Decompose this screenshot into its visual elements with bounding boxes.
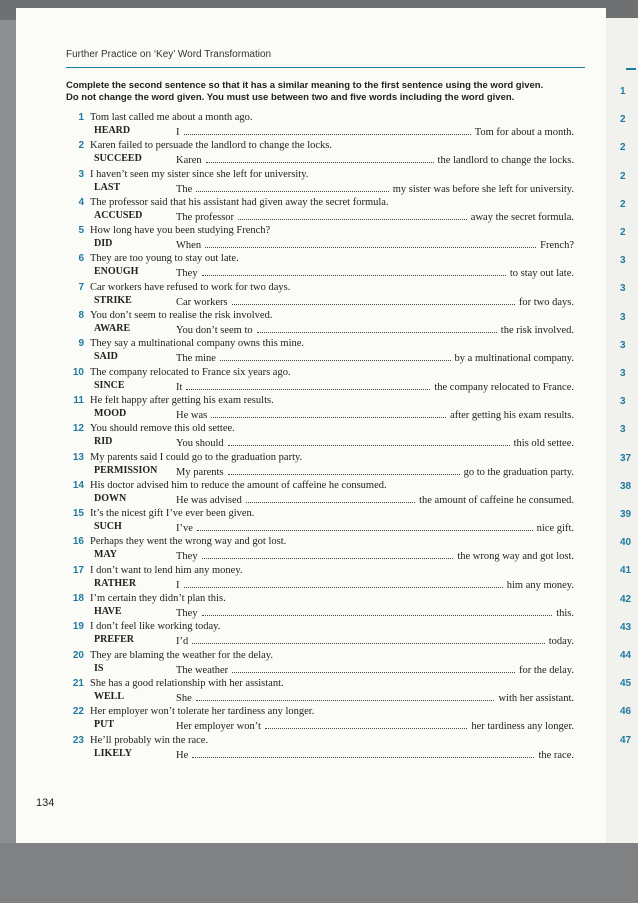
item-continuation	[176, 663, 574, 676]
item-suffix: the wrong way and got lost.	[457, 551, 574, 563]
item-key-word: DID	[94, 238, 113, 250]
item-suffix: for two days.	[518, 296, 574, 308]
answer-gap[interactable]	[205, 238, 536, 248]
item-suffix: the company relocated to France.	[434, 381, 574, 393]
item-continuation	[176, 153, 574, 166]
item-number: 3	[78, 168, 84, 180]
item-key-word: WELL	[94, 690, 125, 702]
exercise-item	[60, 706, 580, 734]
item-sentence: I don’t want to lend him any money.	[90, 564, 243, 576]
item-sentence: They are too young to stay out late.	[90, 253, 239, 265]
item-number: 9	[78, 338, 84, 350]
item-suffix: away the secret formula.	[470, 211, 574, 223]
item-prefix: The	[176, 183, 193, 195]
item-sentence: I haven’t seen my sister since she left for university.	[90, 168, 309, 180]
item-key-word: MAY	[94, 549, 117, 561]
item-prefix: My parents	[176, 466, 224, 478]
answer-gap[interactable]	[202, 606, 553, 616]
item-prefix: I	[176, 127, 180, 138]
exercise-item	[60, 565, 580, 593]
item-continuation	[176, 719, 574, 732]
next-page-item-number: 2	[620, 114, 626, 126]
item-continuation	[176, 266, 574, 279]
next-page-item-number: 38	[620, 480, 632, 492]
next-page-item-number: 3	[620, 396, 626, 408]
item-suffix: the amount of caffeine he consumed.	[419, 494, 574, 506]
item-sentence: I’m certain they didn’t plan this.	[90, 593, 226, 605]
next-page-item-number: 40	[620, 537, 632, 549]
item-key-word: LIKELY	[94, 747, 132, 759]
item-suffix: the landlord to change the locks.	[437, 155, 574, 167]
next-page-item-number: 3	[620, 255, 626, 267]
next-page-item-number: 3	[620, 339, 626, 351]
next-page-edge	[606, 18, 638, 848]
item-key-word: SUCCEED	[94, 153, 142, 165]
answer-gap[interactable]	[257, 323, 497, 333]
exercise-item	[60, 480, 580, 508]
item-sentence: Car workers have refused to work for two days.	[90, 281, 291, 293]
item-prefix: She	[176, 692, 192, 704]
item-sentence: You should remove this old settee.	[90, 423, 235, 435]
item-suffix: this.	[556, 608, 574, 620]
item-prefix: Her employer won’t	[176, 721, 261, 733]
item-number: 8	[78, 310, 84, 322]
item-suffix: my sister was before she left for university.	[392, 183, 574, 195]
item-key-word: HAVE	[94, 606, 122, 618]
item-sentence: Perhaps they went the wrong way and got lost.	[90, 536, 287, 548]
item-prefix: You should	[176, 438, 224, 450]
item-key-word: PUT	[94, 719, 114, 731]
item-continuation	[176, 521, 574, 534]
answer-gap[interactable]	[196, 182, 388, 192]
item-prefix: He was advised	[176, 494, 242, 506]
item-prefix: I	[176, 579, 180, 591]
item-suffix: to stay out late.	[509, 268, 574, 280]
item-key-word: SINCE	[94, 379, 125, 391]
item-key-word: SAID	[94, 351, 118, 363]
answer-gap[interactable]	[228, 465, 460, 475]
answer-gap[interactable]	[206, 153, 434, 163]
item-number: 23	[72, 734, 84, 746]
item-suffix: the risk involved.	[500, 325, 574, 337]
exercise-item	[60, 423, 580, 451]
item-key-word: HEARD	[94, 125, 131, 136]
page-header: Further Practice on ‘Key’ Word Transformation	[66, 49, 272, 60]
item-continuation	[176, 634, 574, 647]
item-number: 4	[78, 196, 84, 208]
exercise-item	[60, 140, 580, 168]
item-prefix: When	[176, 240, 202, 252]
next-page-item-number: 37	[620, 452, 632, 464]
item-suffix: for the delay.	[518, 664, 574, 676]
next-page-item-number: 3	[620, 424, 626, 436]
next-page-item-number: 45	[620, 678, 632, 690]
item-prefix: They	[176, 551, 198, 563]
next-page-item-number: 43	[620, 621, 632, 633]
item-suffix: the race.	[538, 749, 574, 761]
exercise-item	[60, 621, 580, 649]
item-number: 12	[72, 423, 84, 435]
item-key-word: PERMISSION	[94, 464, 158, 476]
item-key-word: STRIKE	[94, 294, 132, 306]
item-continuation	[176, 691, 574, 704]
exercise-item	[60, 508, 580, 536]
item-number: 19	[72, 621, 84, 633]
item-number: 10	[72, 366, 84, 378]
item-key-word: AWARE	[94, 323, 131, 335]
item-number: 16	[72, 536, 84, 548]
instruction-line: Do not change the word given. You must use between two and five words including the word given.	[66, 92, 515, 103]
item-sentence: Karen failed to persuade the landlord to change the locks.	[90, 140, 332, 152]
item-suffix: Tom for about a month.	[474, 127, 574, 138]
item-number: 20	[72, 649, 84, 661]
item-prefix: Karen	[176, 155, 202, 167]
next-page-item-number: 41	[620, 565, 632, 577]
item-sentence: The company relocated to France six years ago.	[90, 366, 291, 378]
item-suffix: go to the graduation party.	[463, 466, 574, 478]
exercise-item	[60, 650, 580, 678]
next-page-item-number: 44	[620, 650, 632, 661]
exercise-item	[60, 367, 580, 395]
item-sentence: He’ll probably win the race.	[90, 734, 209, 746]
exercise-item	[60, 253, 580, 281]
item-suffix: nice gift.	[536, 523, 574, 535]
item-number: 6	[78, 253, 84, 265]
item-prefix: They	[176, 268, 198, 280]
answer-gap[interactable]	[211, 408, 446, 418]
item-number: 17	[72, 564, 84, 576]
header-rule	[66, 67, 585, 68]
item-sentence: She has a good relationship with her assistant.	[90, 677, 284, 689]
item-number: 13	[72, 451, 84, 463]
item-key-word: PREFER	[94, 634, 134, 646]
item-sentence: It’s the nicest gift I’ve ever been given.	[90, 508, 255, 520]
page-number: 134	[36, 797, 55, 809]
answer-gap[interactable]	[246, 493, 415, 503]
item-key-word: DOWN	[94, 492, 127, 504]
item-continuation	[176, 210, 574, 223]
answer-gap[interactable]	[220, 351, 451, 361]
next-page-item-number: 3	[620, 283, 626, 295]
exercise-item	[60, 112, 580, 140]
item-key-word: MOOD	[94, 407, 127, 419]
item-prefix: He	[176, 749, 189, 761]
item-prefix: He was	[176, 409, 208, 421]
exercise-item	[60, 282, 580, 310]
instructions	[66, 80, 596, 104]
item-suffix: after getting his exam results.	[450, 409, 574, 421]
item-key-word: ENOUGH	[94, 266, 139, 278]
instruction-line: Complete the second sentence so that it has a similar meaning to the first sentence using the word given.	[66, 80, 544, 91]
item-continuation	[176, 323, 574, 336]
answer-gap[interactable]	[196, 691, 495, 701]
item-key-word: RATHER	[94, 577, 137, 589]
exercise-item	[60, 678, 580, 706]
item-number: 18	[72, 593, 84, 605]
exercise-item	[60, 197, 580, 225]
item-continuation	[176, 238, 574, 251]
item-sentence: His doctor advised him to reduce the amount of caffeine he consumed.	[90, 479, 387, 491]
next-page-item-number: 2	[620, 198, 626, 210]
next-page-item-number: 2	[620, 142, 626, 154]
exercise-item	[60, 536, 580, 564]
item-sentence: The professor said that his assistant had given away the secret formula.	[90, 196, 389, 208]
item-number: 22	[72, 706, 84, 718]
item-prefix: I’ve	[176, 523, 193, 535]
answer-gap[interactable]	[232, 295, 515, 305]
item-continuation	[176, 351, 574, 364]
answer-gap[interactable]	[232, 663, 515, 673]
answer-gap[interactable]	[228, 436, 510, 446]
answer-gap[interactable]	[184, 578, 503, 588]
item-continuation	[176, 182, 574, 195]
next-page-item-number: 47	[620, 734, 632, 746]
next-page-item-number: 3	[620, 311, 626, 323]
item-continuation	[176, 295, 574, 308]
item-number: 5	[78, 225, 84, 237]
item-sentence: They are blaming the weather for the delay.	[90, 649, 273, 661]
next-page-rule	[626, 68, 636, 70]
item-suffix: this old settee.	[513, 438, 574, 450]
item-prefix: It	[176, 381, 183, 393]
item-continuation	[176, 436, 574, 449]
item-continuation	[176, 465, 574, 478]
item-suffix: him any money.	[506, 579, 574, 591]
answer-gap[interactable]	[202, 549, 454, 559]
item-key-word: SUCH	[94, 521, 122, 533]
item-prefix: The weather	[176, 664, 229, 676]
item-sentence: They say a multinational company owns this mine.	[90, 338, 305, 350]
answer-gap[interactable]	[197, 521, 533, 531]
item-prefix: I’d	[176, 636, 189, 648]
exercise-item	[60, 169, 580, 197]
item-continuation	[176, 380, 574, 393]
item-continuation	[176, 578, 574, 591]
item-prefix: The mine	[176, 353, 216, 365]
answer-gap[interactable]	[202, 266, 506, 276]
item-number: 11	[73, 394, 84, 406]
next-page-item-number: 42	[620, 593, 632, 605]
item-sentence: He felt happy after getting his exam results.	[90, 394, 274, 406]
exercise-item	[60, 310, 580, 338]
item-suffix: her tardiness any longer.	[471, 721, 574, 733]
item-prefix: You don’t seem to	[176, 325, 253, 337]
item-sentence: Her employer won’t tolerate her tardiness any longer.	[90, 706, 315, 718]
answer-gap[interactable]	[184, 125, 471, 135]
answer-gap[interactable]	[192, 748, 534, 758]
item-number: 7	[78, 281, 84, 293]
exercise-item	[60, 395, 580, 423]
item-sentence: My parents said I could go to the graduation party.	[90, 451, 303, 463]
item-key-word: LAST	[94, 181, 121, 193]
exercise-item	[60, 225, 580, 253]
answer-gap[interactable]	[186, 380, 430, 390]
next-page-item-number: 2	[620, 227, 626, 238]
item-continuation	[176, 606, 574, 619]
item-sentence: Tom last called me about a month ago.	[90, 112, 253, 123]
item-sentence: How long have you been studying French?	[90, 225, 271, 237]
item-prefix: They	[176, 608, 198, 620]
answer-gap[interactable]	[192, 634, 544, 644]
exercise-item	[60, 338, 580, 366]
item-sentence: You don’t seem to realise the risk involved.	[90, 310, 273, 322]
next-page-item-number: 3	[620, 368, 626, 379]
next-page-item-number: 2	[620, 170, 626, 182]
item-key-word: RID	[94, 436, 113, 448]
item-prefix: Car workers	[176, 296, 228, 308]
item-continuation	[176, 748, 574, 761]
item-number: 14	[72, 479, 84, 491]
item-continuation	[176, 125, 574, 138]
item-number: 1	[78, 112, 84, 123]
answer-gap[interactable]	[265, 719, 467, 729]
next-page-item-number: 1	[620, 86, 626, 97]
item-continuation	[176, 549, 574, 562]
item-number: 2	[78, 140, 84, 152]
next-page-item-number: 46	[620, 706, 632, 718]
item-suffix: with her assistant.	[498, 692, 574, 704]
exercise-item	[60, 735, 580, 763]
item-continuation	[176, 493, 574, 506]
item-key-word: IS	[94, 662, 104, 674]
next-page-item-number: 39	[620, 509, 632, 520]
item-number: 15	[72, 508, 84, 520]
item-suffix: by a multinational company.	[454, 353, 574, 365]
exercise-item	[60, 593, 580, 621]
item-prefix: The professor	[176, 211, 235, 223]
item-suffix: today.	[548, 636, 574, 648]
item-sentence: I don’t feel like working today.	[90, 621, 221, 633]
scan-bottom-strip	[0, 843, 638, 903]
answer-gap[interactable]	[238, 210, 467, 220]
item-key-word: ACCUSED	[94, 209, 143, 221]
exercise-item	[60, 452, 580, 480]
item-continuation	[176, 408, 574, 421]
exercise-list	[60, 112, 580, 763]
item-suffix: French?	[540, 240, 574, 252]
item-number: 21	[72, 677, 84, 689]
